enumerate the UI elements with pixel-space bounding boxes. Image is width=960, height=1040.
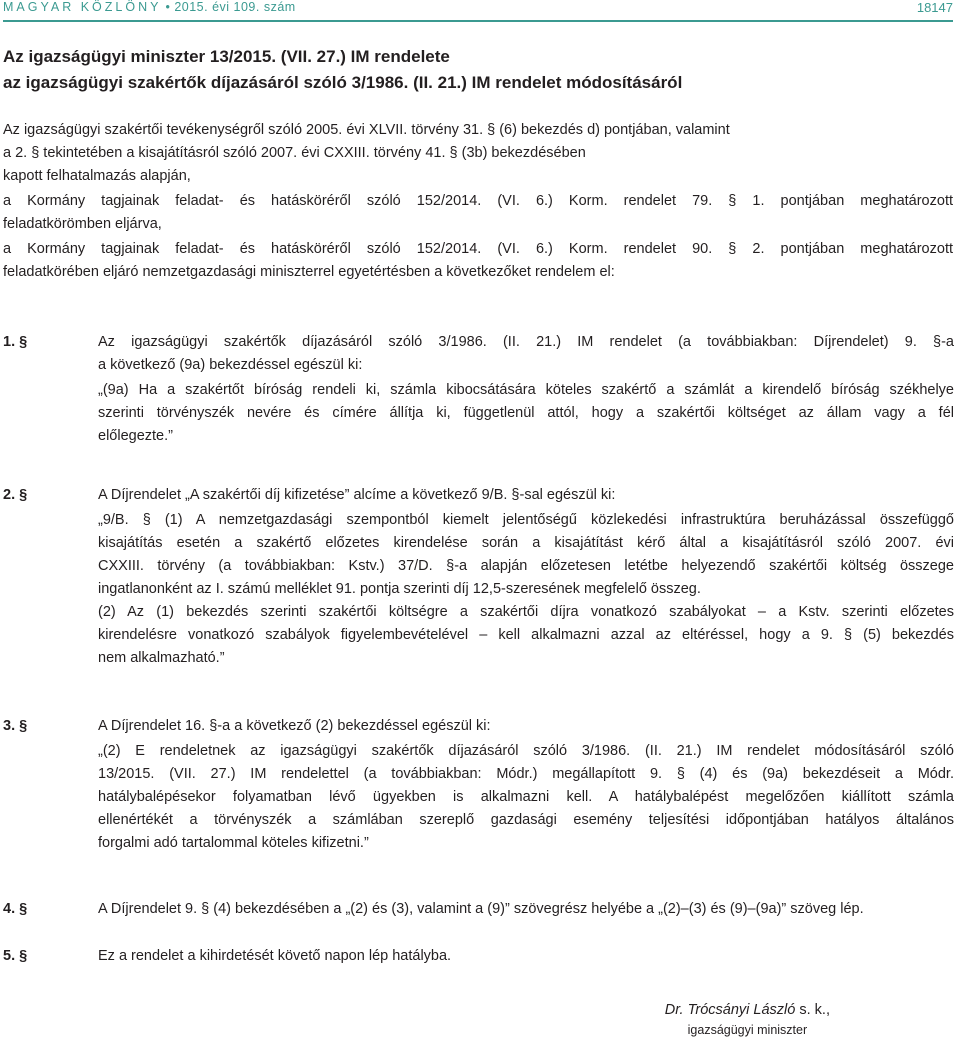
- signer-suffix: s. k.,: [795, 1002, 830, 1018]
- title-line: az igazságügyi szakértők díjazásáról szóló 3/1986. (II. 21.) IM rendelet módosításáról: [3, 73, 683, 92]
- section-line: „(2) E rendeletnek az igazságügyi szakértők díjazásáról szóló 3/1986. (II. 21.) IM rendelet módosításáról szóló: [98, 743, 954, 759]
- section-line: előlegezte.”: [98, 428, 173, 444]
- section-line: „(9a) Ha a szakértőt bíróság rendeli ki, számla kibocsátására köteles szakértő a számlát a kirendelő bíróság székhelye: [98, 382, 954, 398]
- section-line: szerinti törvényszék nevére és címére állítja ki, függetlenül attól, hogy a szakértői költséget az állam vagy a fél: [98, 405, 954, 421]
- page-number: 18147: [916, 0, 953, 15]
- section-number: 1. §: [3, 334, 28, 350]
- section-1-body: [98, 331, 954, 448]
- publication-title: MAGYAR KÖZLÖNY: [3, 0, 162, 14]
- section-line: A Díjrendelet 9. § (4) bekezdésében a „(2) és (3), valamint a (9)” szövegrész helyébe a „(2)–(3) és (9)–(9a)” szöveg lép.: [98, 901, 864, 917]
- signer: [665, 1000, 830, 1020]
- preamble-line: kapott felhatalmazás alapján,: [3, 168, 191, 184]
- preamble-line: feladatkörében eljáró nemzetgazdasági miniszterrel egyetértésben a következőket rendelem el:: [3, 264, 615, 280]
- bullet: •: [165, 0, 171, 14]
- section-line: Ez a rendelet a kihirdetését követő napon lép hatályba.: [98, 948, 452, 964]
- section-line: A Díjrendelet 16. §-a a következő (2) bekezdéssel egészül ki:: [98, 718, 491, 734]
- section-line: a következő (9a) bekezdéssel egészül ki:: [98, 357, 363, 373]
- issue-number: 2015. évi 109. szám: [174, 0, 296, 14]
- section-5-body: [98, 945, 954, 968]
- section-3-body: [98, 715, 954, 855]
- preamble-line: a Kormány tagjainak feladat- és hatásköréről szóló 152/2014. (VI. 6.) Korm. rendelet 90. § 2. pontjában meghatározott: [3, 241, 953, 257]
- preamble-line: a Kormány tagjainak feladat- és hatásköréről szóló 152/2014. (VI. 6.) Korm. rendelet 79. § 1. pontjában meghatározott: [3, 193, 953, 209]
- section-line: kirendelésre vonatkozó szabályok figyelembevételével – kell alkalmazni azzal az eltéréssel, hogy a 9. § (5) bekezdés: [98, 627, 954, 643]
- preamble-line: feladatkörömben eljárva,: [3, 216, 162, 232]
- preamble-line: a 2. § tekintetében a kisajátításról szóló 2007. évi CXXIII. törvény 41. § (3b) bekezdésében: [3, 145, 586, 161]
- preamble-line: Az igazságügyi szakértői tevékenységről szóló 2005. évi XLVII. törvény 31. § (6) bekezdés d) pontjában, valamint: [3, 122, 730, 138]
- section-line: (2) Az (1) bekezdés szerinti szakértői költségre a szakértői díjra vonatkozó szabályokat – a Kstv. szerinti előzetes: [98, 604, 954, 620]
- title-line: Az igazságügyi miniszter 13/2015. (VII. 27.) IM rendelete: [3, 47, 450, 66]
- signature-block: [665, 1000, 830, 1040]
- document-title: [3, 44, 943, 96]
- section-number: 5. §: [3, 948, 28, 964]
- section-line: A Díjrendelet „A szakértői díj kifizetése” alcíme a következő 9/B. §-sal egészül ki:: [98, 487, 616, 503]
- page-header: [3, 0, 953, 22]
- section-line: „9/B. § (1) A nemzetgazdasági szempontból kiemelt jelentőségű közlekedési infrastruktúra beruházással összefüggő: [98, 512, 954, 528]
- section-line: nem alkalmazható.”: [98, 650, 225, 666]
- preamble: [3, 119, 953, 284]
- signer-name: Dr. Trócsányi László: [664, 1002, 796, 1018]
- section-line: CXXIII. törvény (a továbbiakban: Kstv.) 37/D. §-a alapján előzetesen letétbe helyezendő szakértői költség összege: [98, 558, 954, 574]
- section-2-body: [98, 484, 954, 670]
- section-line: forgalmi adó tartalommal köteles kifizetni.”: [98, 835, 369, 851]
- section-4-body: [98, 898, 954, 921]
- publication-name: [3, 0, 296, 14]
- section-number: 3. §: [3, 718, 28, 734]
- section-number: 2. §: [3, 487, 28, 503]
- section-line: 13/2015. (VII. 27.) IM rendelettel (a továbbiakban: Módr.) megállapított 9. § (4) és (9a) bekezdéseit a Módr.: [98, 766, 954, 782]
- section-line: hatálybalépésekor folyamatban lévő ügyekben is alkalmazni kell. A hatálybalépést megelőzően kiállított számla: [98, 789, 954, 805]
- section-line: ingatlanonként az I. számú melléklet 91. pontja szerinti díj 12,5-szeresének megfelelő összeg.: [98, 581, 701, 597]
- section-line: Az igazságügyi szakértők díjazásáról szóló 3/1986. (II. 21.) IM rendelet (a továbbiakban: Díjrendelet) 9. §-a: [98, 334, 954, 350]
- section-line: kisajátítás esetén a szakértő előzetes kirendelése során a kisajátítást kérő által a kisajátításról szóló 2007. évi: [98, 535, 954, 551]
- signer-role: igazságügyi miniszter: [687, 1023, 808, 1037]
- section-line: ellenértékét a törvényszék a számlában szereplő gazdasági esemény teljesítési időpontjában hatályos általános: [98, 812, 954, 828]
- section-number: 4. §: [3, 901, 28, 917]
